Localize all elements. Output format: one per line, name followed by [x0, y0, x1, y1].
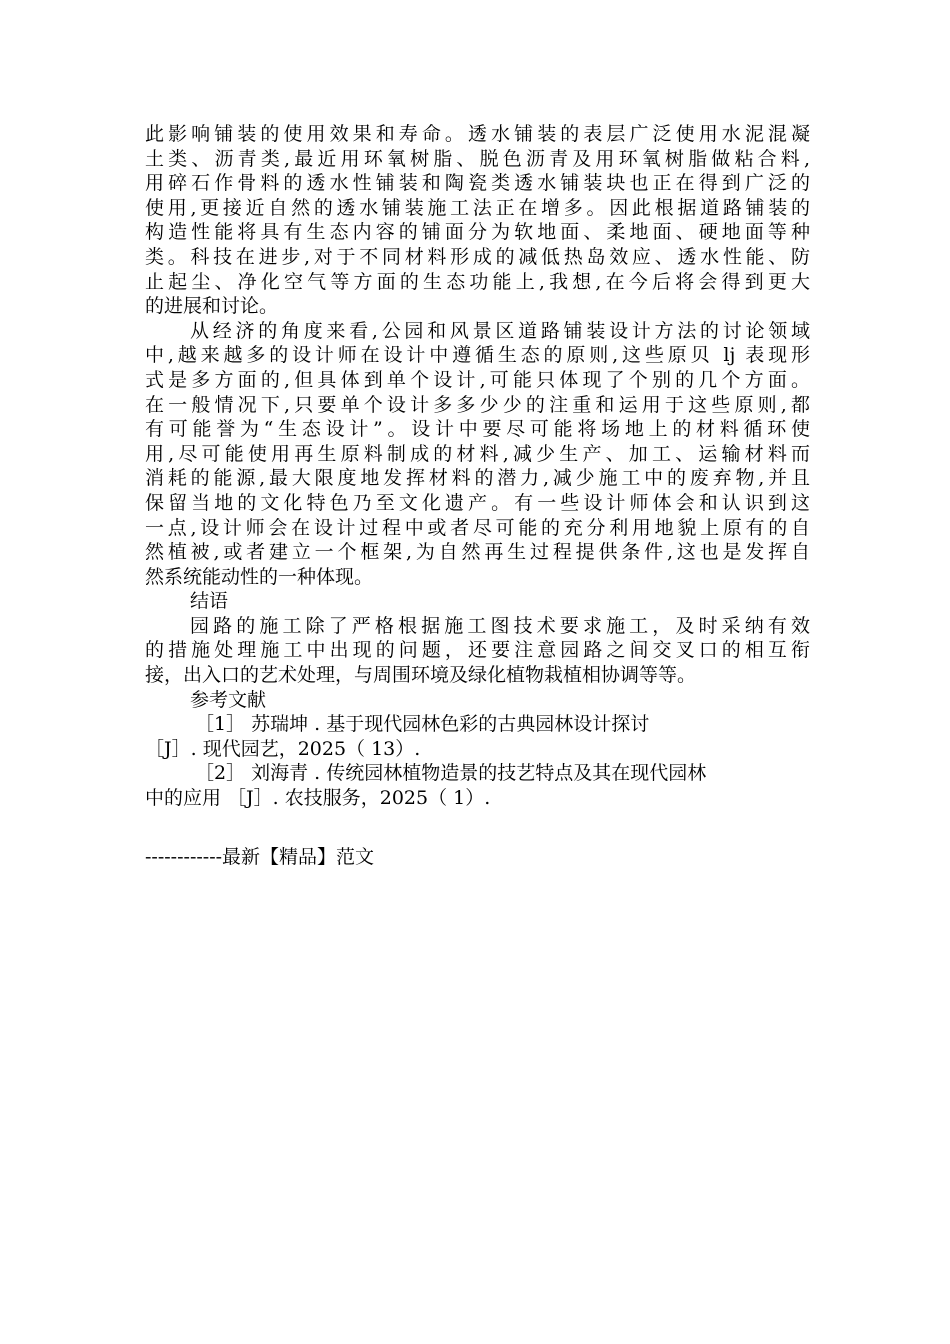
paragraph-permeable-paving	[145, 122, 810, 319]
text-line: 土类、沥青类,最近用环氧树脂、脱色沥青及用环氧树脂做粘合料,	[145, 147, 810, 170]
text-line: 然系统能动性的一种体现。	[145, 565, 374, 588]
text-line: 在一般情况下,只要单个设计多多少少的注重和运用于这些原则,都	[145, 393, 810, 416]
reference-line: ［J］. 现代园艺，2025（ 13）.	[145, 737, 421, 760]
reference-list	[145, 712, 810, 810]
body-text	[145, 122, 810, 811]
reference-line: 中的应用 ［J］. 农技服务，2025（ 1）.	[145, 787, 491, 810]
text-line: 从经济的角度来看,公园和风景区道路铺装设计方法的讨论领域	[190, 319, 810, 342]
text-line: 的措施处理施工中出现的问题，还要注意园路之间交叉口的相互衔	[145, 639, 810, 662]
paragraph-economic-perspective	[145, 319, 810, 590]
text-line: 止起尘、净化空气等方面的生态功能上,我想,在今后将会得到更大	[145, 270, 810, 293]
text-line: 类。科技在进步,对于不同材料形成的减低热岛效应、透水性能、防	[145, 245, 810, 268]
text-line: 使用,更接近自然的透水铺装施工法正在增多。因此根据道路铺装的	[145, 196, 810, 219]
conclusion-heading: 结语	[190, 590, 229, 613]
text-line: 一点,设计师会在设计过程中或者尽可能的充分利用地貌上原有的自	[145, 516, 810, 539]
footer-tagline: ------------最新【精品】范文	[145, 846, 375, 868]
text-line: 消耗的能源,最大限度地发挥材料的潜力,减少施工中的废弃物,并且	[145, 467, 810, 490]
references-heading: 参考文献	[190, 688, 267, 711]
reference-item	[145, 761, 810, 810]
text-line: 此影响铺装的使用效果和寿命。透水铺装的表层广泛使用水泥混凝	[145, 123, 810, 145]
text-line: 用碎石作骨料的透水性铺装和陶瓷类透水铺装块也正在得到广泛的	[145, 172, 810, 195]
text-line: 接，出入口的艺术处理，与周围环境及绿化植物栽植相协调等等。	[145, 664, 697, 687]
text-line: 构造性能将具有生态内容的铺面分为软地面、柔地面、硬地面等种	[145, 221, 810, 244]
text-line: 园路的施工除了严格根据施工图技术要求施工，及时采纳有效	[190, 614, 810, 637]
text-line: 有可能誉为“生态设计”。设计中要尽可能将场地上的材料循环使	[145, 418, 810, 441]
text-line: 中,越来越多的设计师在设计中遵循生态的原则,这些原贝 lj 表现形	[145, 344, 810, 367]
reference-line: ［1］ 苏瑞坤 . 基于现代园林色彩的古典园林设计探讨	[195, 713, 650, 736]
text-line: 然植被,或者建立一个框架,为自然再生过程提供条件,这也是发挥自	[145, 541, 810, 564]
text-line: 保留当地的文化特色乃至文化遗产。有一些设计师体会和认识到这	[145, 491, 810, 514]
text-line: 式是多方面的,但具体到单个设计,可能只体现了个别的几个方面。	[145, 368, 810, 391]
text-line: 用,尽可能使用再生原料制成的材料,减少生产、加工、运输材料而	[145, 442, 810, 465]
reference-item	[145, 712, 810, 761]
text-line: 的进展和讨论。	[145, 295, 279, 318]
paragraph-conclusion	[145, 614, 810, 688]
reference-line: ［2］ 刘海青 . 传统园林植物造景的技艺特点及其在现代园林	[195, 762, 707, 785]
